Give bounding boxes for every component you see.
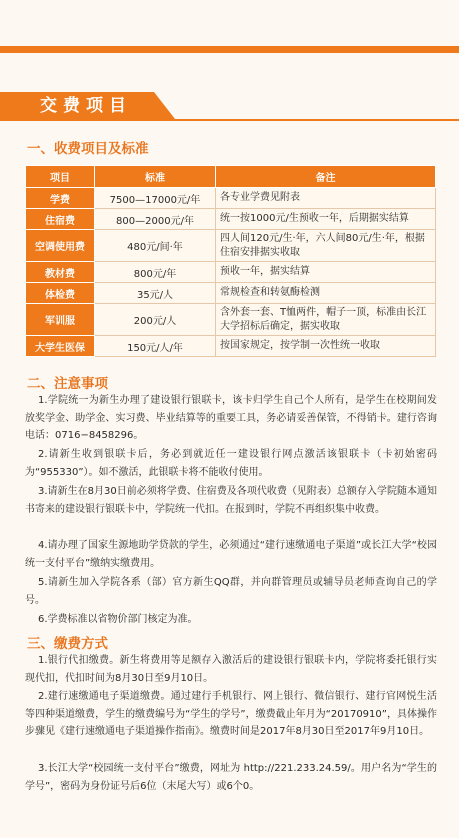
row-note: 预收一年，据实结算 [216,262,436,283]
row-item: 体检费 [26,283,95,304]
section2-heading: 二、注意事项 [27,376,108,392]
row-standard: 7500—17000元/年 [95,188,216,209]
row-note: 常规检查和转氨酶检测 [216,283,436,304]
table-row [26,283,436,304]
note-paragraph-2: 2.请新生收到银联卡后，务必到就近任一建设银行网点激活该银联卡（卡初始密码为“955330”）。如不激活，此银联卡将不能收付使用。 [25,449,437,478]
row-standard: 200元/人 [95,304,216,336]
section1-heading: 一、收费项目及标准 [27,141,149,157]
table-row [26,336,436,357]
note-paragraph-5: 5.请新生加入学院各系（部）官方新生QQ群，并向群管理员或辅导员老师查询自己的学号。 [25,577,437,606]
table-header-row [26,166,436,188]
row-note: 各专业学费见附表 [216,188,436,209]
page-title: 交费项目 [40,96,132,116]
header-note: 备注 [216,166,436,188]
row-note: 按国家规定，按学制一次性统一收取 [216,336,436,357]
header-item: 项目 [26,166,95,188]
row-item: 教材费 [26,262,95,283]
header-standard: 标准 [95,166,216,188]
table-row [26,262,436,283]
row-note: 四人间120元/生·年，六人间80元/生·年，根据住宿安排据实收取 [216,230,436,262]
table-row [26,304,436,336]
row-note: 统一按1000元/生预收一年，后期据实结算 [216,209,436,230]
payment-paragraph-3: 3.长江大学“校园统一支付平台”缴费，网址为 http://221.233.24.59/。用户名为“学生的学号”，密码为身份证号后6位（末尾大写）或6个0。 [25,763,437,792]
note-paragraph-6: 6.学费标准以省物价部门核定为准。 [38,614,198,625]
row-item: 军训服 [26,304,95,336]
table-row [26,188,436,209]
fee-table [25,165,436,357]
table-row [26,209,436,230]
section3-heading: 三、缴费方式 [27,636,108,652]
row-item: 空调使用费 [26,230,95,262]
row-note: 含外套一套、T恤两件，帽子一顶，标准由长江大学招标后确定，据实收取 [216,304,436,336]
table-row [26,230,436,262]
row-standard: 480元/间·年 [95,230,216,262]
top-accent-bar [0,46,459,53]
row-standard: 35元/人 [95,283,216,304]
row-item: 学费 [26,188,95,209]
note-paragraph-4: 4.请办理了国家生源地助学贷款的学生，必须通过“建行速缴通电子渠道”或长江大学“校园统一支付平台”缴纳实缴费用。 [25,540,437,569]
title-underline [0,119,459,121]
payment-paragraph-1: 1.银行代扣缴费。新生将费用等足额存入激活后的建设银行银联卡内，学院将委托银行实现代扣，代扣时间为8月30日至9月10日。 [25,655,437,684]
payment-paragraph-2: 2.建行速缴通电子渠道缴费。通过建行手机银行、网上银行、微信银行、建行官网悦生活等四种渠道缴费，学生的缴费编号为“学生的学号”，缴费截止年月为“20170910”，具体操作步骤见《建行速缴通电子渠道操作指南》。缴费时间是2017年8月30日至2017年9月10日。 [25,691,437,737]
row-standard: 800—2000元/年 [95,209,216,230]
row-item: 住宿费 [26,209,95,230]
note-paragraph-3: 3.请新生在8月30日前必须将学费、住宿费及各项代收费（见附表）总额存入学院随本通知书寄来的建设银行银联卡中，学院统一代扣。在报到时，学院不再组织集中收费。 [25,486,437,515]
note-paragraph-1: 1.学院统一为新生办理了建设银行银联卡，该卡归学生自己个人所有，是学生在校期间发放奖学金、助学金、实习费、毕业结算等的重要工具，务必请妥善保管，不得销卡。建行咨询电话：0716−8458296。 [25,395,437,441]
row-standard: 150元/人/年 [95,336,216,357]
row-standard: 800元/年 [95,262,216,283]
row-item: 大学生医保 [26,336,95,357]
